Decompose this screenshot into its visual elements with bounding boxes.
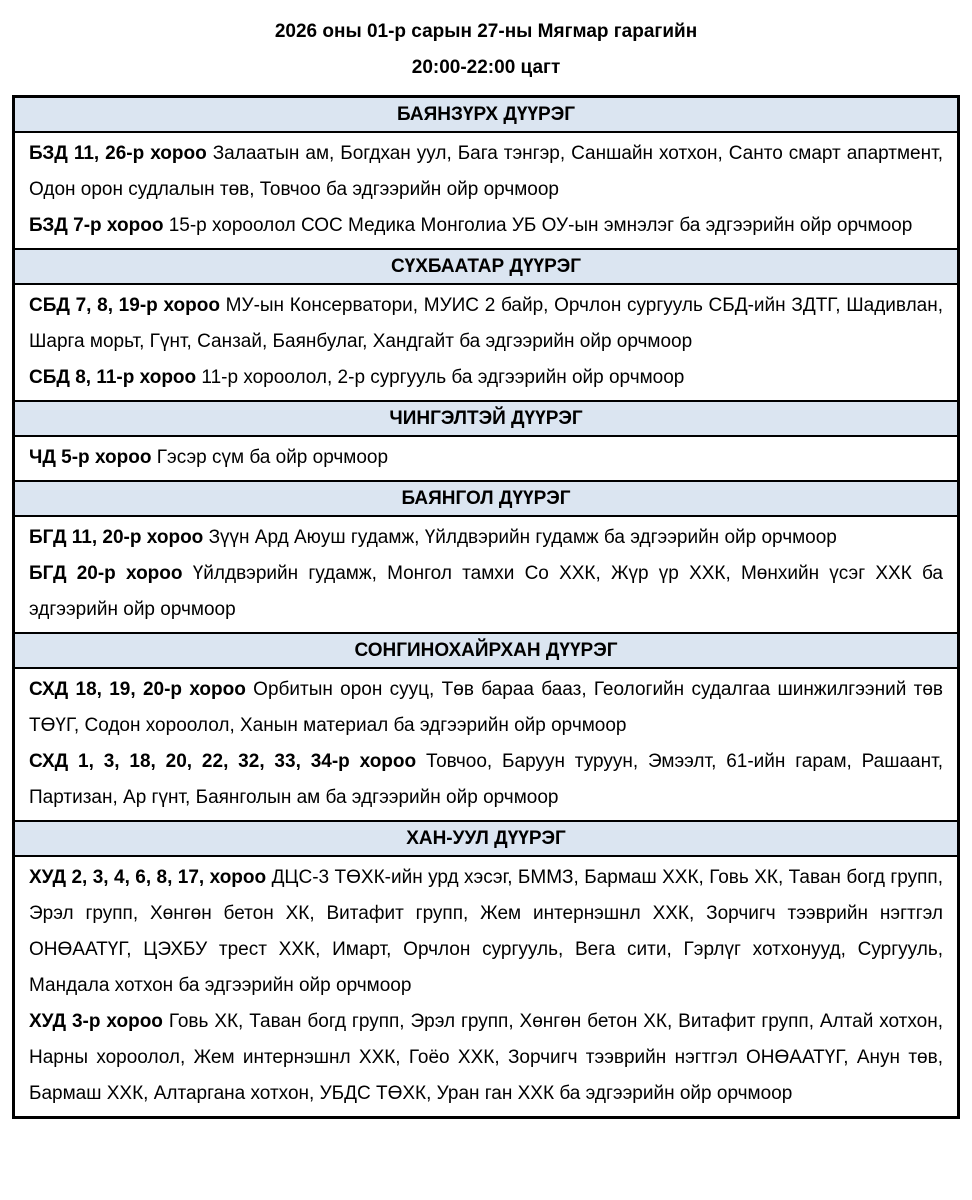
- area-details: 15-р хороолол СОС Медика Монголиа УБ ОУ-ын эмнэлэг ба эдгээрийн ойр орчмоор: [168, 215, 913, 236]
- khoroo-label: ХУД 2, 3, 4, 6, 8, 17, хороо: [29, 867, 267, 888]
- khoroo-label: СБД 7, 8, 19-р хороо: [29, 295, 220, 316]
- outage-row: [29, 744, 943, 816]
- district-body-khan-uul: [15, 857, 957, 1116]
- area-details: 11-р хороолол, 2-р сургууль ба эдгээрийн ойр орчмоор: [201, 367, 685, 388]
- district-body-sukhbaatar: [15, 285, 957, 400]
- district-body-bayangol: [15, 517, 957, 632]
- area-details: Говь ХК, Таван богд групп, Эрэл групп, Хөнгөн бетон ХК, Витафит групп, Алтай хотхон, Нарны хороолол, Жем интернэшнл ХХК, Гоёо ХХК, Зорчигч тээврийн нэгтгэл ОНӨААТҮГ, Анун төв, Бармаш ХХК, Алтаргана хотхон, УБДС ТӨХК, Уран ган ХХК ба эдгээрийн ойр орчмоор: [29, 1011, 944, 1104]
- district-name: СҮХБААТАР ДҮҮРЭГ: [390, 256, 582, 277]
- outage-row: [29, 288, 943, 360]
- district-header-songinokhairkhan: [15, 632, 957, 669]
- district-body-songinokhairkhan: [15, 669, 957, 820]
- area-details: Залаатын ам, Богдхан уул, Бага тэнгэр, Саншайн хотхон, Санто смарт апартмент, Одон орон судлалын төв, Товчоо ба эдгээрийн ойр орчмоор: [29, 143, 943, 200]
- district-name: СОНГИНОХАЙРХАН ДҮҮРЭГ: [354, 640, 618, 661]
- khoroo-label: СХД 1, 3, 18, 20, 22, 32, 33, 34-р хороо: [29, 751, 417, 772]
- outage-row: [29, 360, 943, 396]
- area-details: Орбитын орон сууц, Төв бараа бааз, Геологийн судалгаа шинжилгээний төв ТӨҮГ, Содон хороолол, Ханын материал ба эдгээрийн ойр орчмоор: [29, 679, 944, 736]
- khoroo-label: СБД 8, 11-р хороо: [29, 367, 197, 388]
- outage-row: [29, 1004, 943, 1112]
- khoroo-label: БГД 11, 20-р хороо: [29, 527, 204, 548]
- district-body-bayanzurkh: [15, 133, 957, 248]
- area-details: МУ-ын Консерватори, МУИС 2 байр, Орчлон сургууль СБД-ийн ЗДТГ, Шадивлан, Шарга морьт, Гүнт, Санзай, Баянбулаг, Хандгайт ба эдгээрийн ойр орчмоор: [29, 295, 944, 352]
- district-header-bayanzurkh: [15, 98, 957, 133]
- area-details: Товчоо, Баруун туруун, Эмээлт, 61-ийн гарам, Рашаант, Партизан, Ар гүнт, Баянголын ам ба эдгээрийн ойр орчмоор: [29, 751, 943, 808]
- area-details: ДЦС-3 ТӨХК-ийн урд хэсэг, БММЗ, Бармаш ХХК, Говь ХК, Таван богд групп, Эрэл групп, Хөнгөн бетон ХК, Витафит групп, Жем интернэшнл ХХК, Зорчигч тээврийн нэгтгэл ОНӨААТҮГ, ЦЭХБУ трест ХХК, Имарт, Орчлон сургууль, Вега сити, Гэрлүг хотхонууд, Сургууль, Мандала хотхон ба эдгээрийн ойр орчмоор: [29, 867, 943, 996]
- district-header-bayangol: [15, 480, 957, 517]
- khoroo-label: БЗД 7-р хороо: [29, 215, 164, 236]
- title-date-line: 2026 оны 01-р сарын 27-ны Мягмар гарагийн: [274, 21, 698, 42]
- khoroo-label: БГД 20-р хороо: [29, 563, 183, 584]
- district-name: ЧИНГЭЛТЭЙ ДҮҮРЭГ: [389, 408, 583, 429]
- district-header-sukhbaatar: [15, 248, 957, 285]
- district-name: БАЯНГОЛ ДҮҮРЭГ: [401, 488, 571, 509]
- district-name: БАЯНЗҮРХ ДҮҮРЭГ: [396, 104, 576, 125]
- khoroo-label: БЗД 11, 26-р хороо: [29, 143, 207, 164]
- district-name: ХАН-УУЛ ДҮҮРЭГ: [406, 828, 566, 849]
- area-details: Гэсэр сүм ба ойр орчмоор: [156, 447, 389, 468]
- outage-schedule-table: [12, 95, 960, 1119]
- khoroo-label: ЧД 5-р хороо: [29, 447, 152, 468]
- document-title: [0, 0, 972, 86]
- district-header-chingeltei: [15, 400, 957, 437]
- outage-row: [29, 440, 943, 476]
- outage-row: [29, 520, 943, 556]
- title-time-line: 20:00-22:00 цагт: [411, 57, 561, 78]
- outage-row: [29, 208, 943, 244]
- area-details: Үйлдвэрийн гудамж, Монгол тамхи Со ХХК, Жүр үр ХХК, Мөнхийн үсэг ХХК ба эдгээрийн ойр орчмоор: [29, 563, 943, 620]
- district-header-khan-uul: [15, 820, 957, 857]
- khoroo-label: СХД 18, 19, 20-р хороо: [29, 679, 246, 700]
- outage-row: [29, 860, 943, 1004]
- outage-row: [29, 136, 943, 208]
- khoroo-label: ХУД 3-р хороо: [29, 1011, 163, 1032]
- area-details: Зүүн Ард Аюуш гудамж, Үйлдвэрийн гудамж ба эдгээрийн ойр орчмоор: [208, 527, 837, 548]
- outage-row: [29, 556, 943, 628]
- outage-row: [29, 672, 943, 744]
- district-body-chingeltei: [15, 437, 957, 480]
